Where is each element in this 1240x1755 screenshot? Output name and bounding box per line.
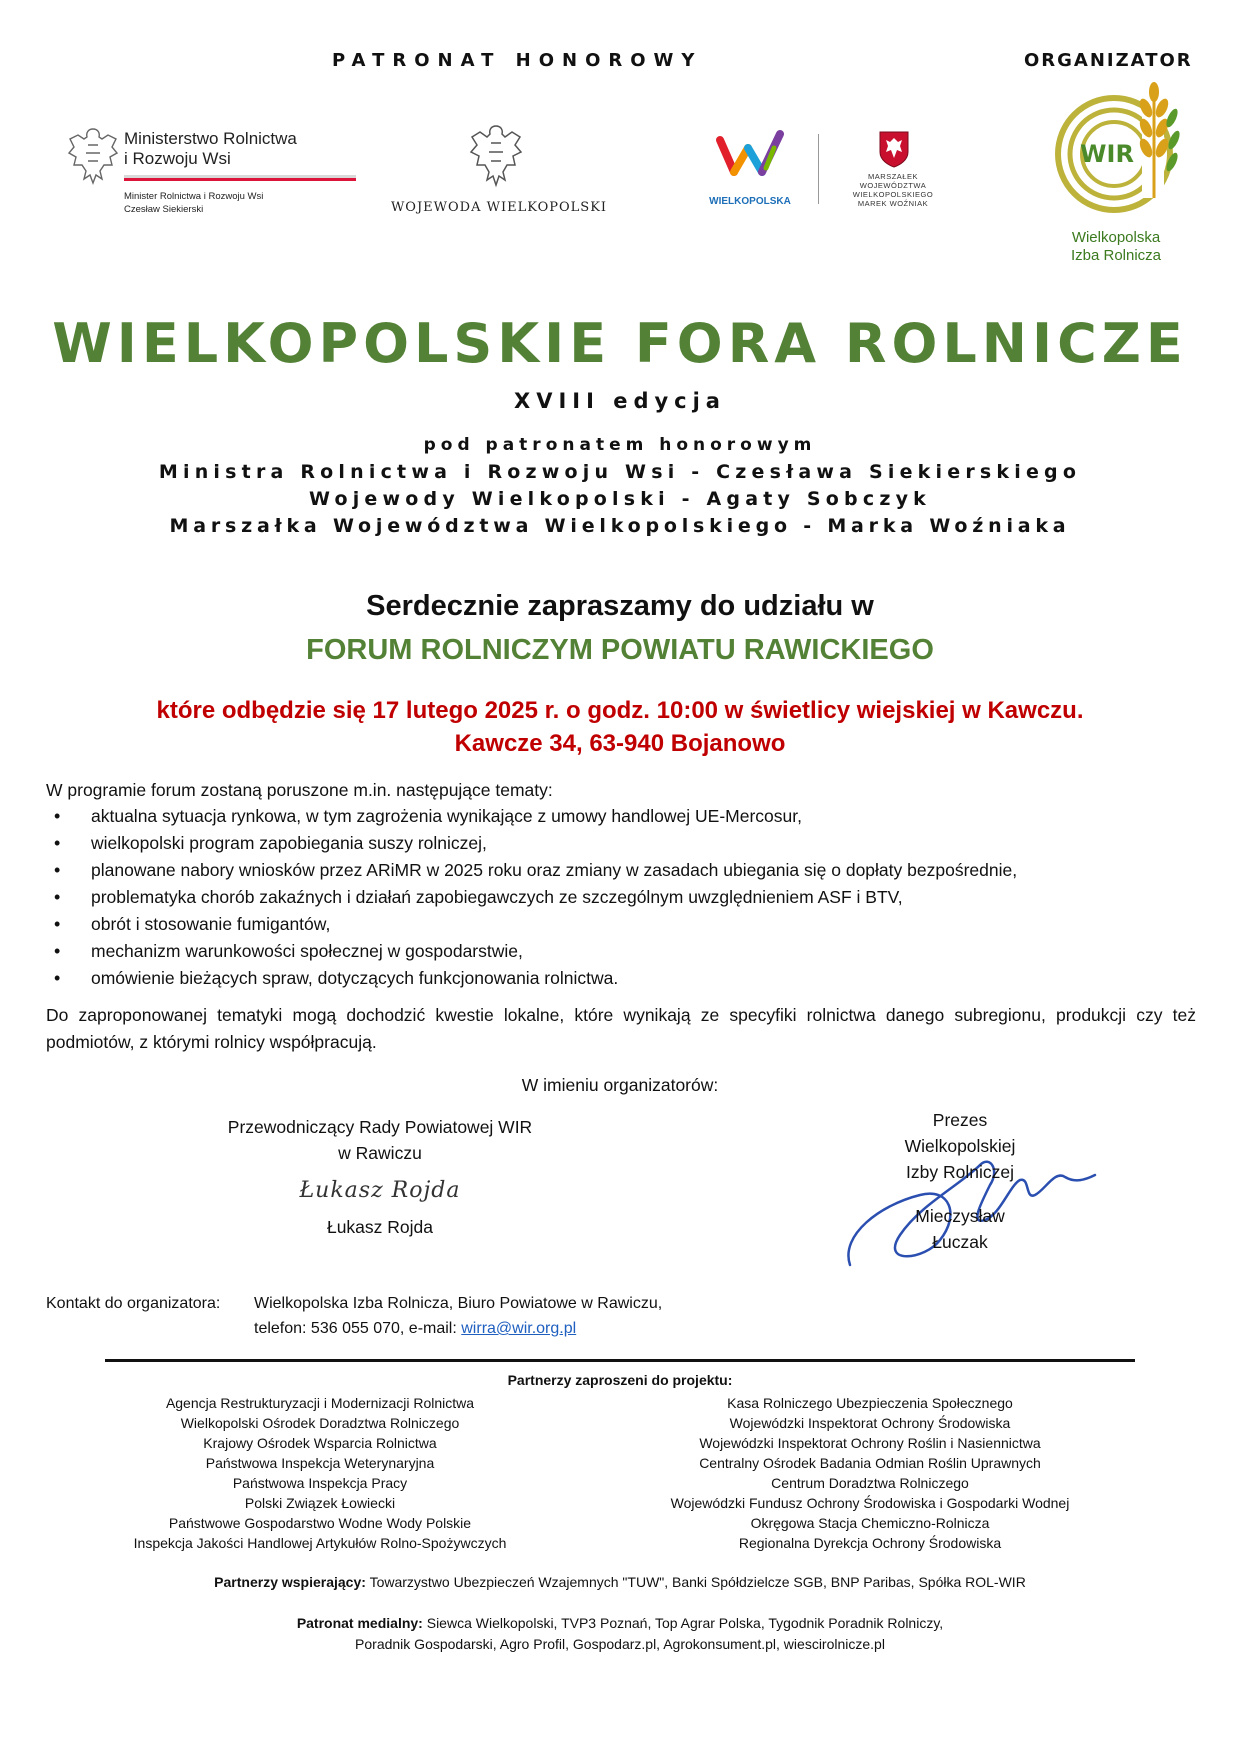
partners-heading: Partnerzy zaproszeni do projektu:: [507, 1372, 733, 1388]
list-item: Kasa Rolniczego Ubezpieczenia Społecznego: [727, 1395, 1013, 1411]
media-patronage: [0, 1613, 1240, 1655]
list-item: Centralny Ośrodek Badania Odmian Roślin Uprawnych: [699, 1455, 1041, 1471]
section-divider: [105, 1359, 1135, 1362]
left-name: Łukasz Rojda: [326, 1217, 434, 1237]
list-item: Agencja Restrukturyzacji i Modernizacji Rolnictwa: [165, 1395, 475, 1411]
patronage-intro: pod patronatem honorowym: [423, 435, 817, 455]
left-title-line2: w Rawiczu: [338, 1143, 422, 1163]
contact-phone: telefon: 536 055 070, e-mail:: [254, 1320, 462, 1337]
media-label: Patronat medialny:: [296, 1615, 423, 1631]
eagle-emblem-icon: [466, 122, 526, 190]
supporting-partners: [0, 1574, 1240, 1590]
edition: XVIII edycja: [514, 389, 726, 413]
right-name-line1: Mieczysław: [915, 1206, 1005, 1226]
list-item: • omówienie bieżących spraw, dotyczących funkcjonowania rolnictwa.: [46, 965, 1196, 992]
list-item: Centrum Doradztwa Rolniczego: [771, 1475, 969, 1491]
media-line2: Poradnik Gospodarski, Agro Profil, Gospodarz.pl, Agrokonsument.pl, wiescirolnicze.pl: [355, 1636, 885, 1652]
forum-name: FORUM ROLNICZYM POWIATU RAWICKIEGO: [306, 634, 934, 666]
organizator-header: ORGANIZATOR: [1024, 50, 1193, 71]
list-item: • obrót i stosowanie fumigantów,: [46, 911, 1196, 938]
media-line1: Siewca Wielkopolski, TVP3 Poznań, Top Agrar Polska, Tygodnik Poradnik Rolniczy,: [426, 1615, 944, 1631]
list-item: Polski Związek Łowiecki: [244, 1495, 396, 1511]
ministry-name-line2: i Rozwoju Wsi: [124, 149, 231, 168]
wielkopolska-logo: [700, 128, 800, 208]
supporting-list: Towarzystwo Ubezpieczeń Wzajemnych "TUW", Banki Spółdzielcze SGB, BNP Paribas, Spółka ROL-WIR: [369, 1574, 1026, 1590]
list-item: Wojewódzki Inspektorat Ochrony Roślin i Nasiennictwa: [699, 1435, 1041, 1451]
list-item: Wielkopolski Ośrodek Doradztwa Rolniczego: [180, 1415, 460, 1431]
marshal-line4: MAREK WOŹNIAK: [857, 199, 929, 208]
contact-email-link[interactable]: wirra@wir.org.pl: [461, 1320, 577, 1337]
marshal-line2: WOJEWÓDZTWA: [859, 181, 927, 190]
patronat-header: PATRONAT HONOROWY: [332, 50, 703, 71]
patronage-line2: Wojewody Wielkopolski - Agaty Sobczyk: [308, 488, 931, 510]
signature-right: [860, 1107, 1060, 1255]
logo-divider: [818, 134, 819, 204]
marshal-line1: MARSZAŁEK: [868, 172, 918, 181]
right-title-line2: Wielkopolskiej: [904, 1136, 1016, 1156]
supporting-label: Partnerzy wspierający:: [214, 1574, 366, 1590]
ministry-name-line1: Ministerstwo Rolnictwa: [124, 129, 297, 148]
marshal-line3: WIELKOPOLSKIEGO: [852, 190, 934, 199]
contact-label: Kontakt do organizatora:: [46, 1295, 221, 1312]
partners-right-list: [630, 1393, 1110, 1553]
right-title-line3: Izby Rolniczej: [906, 1162, 1014, 1182]
patronage-line3: Marszałka Województwa Wielkopolskiego - Marka Woźniaka: [169, 515, 1071, 537]
page-title: WIELKOPOLSKIE FORA ROLNICZE: [52, 312, 1188, 375]
signatures-intro: W imieniu organizatorów:: [521, 1075, 719, 1095]
list-item: Wojewódzki Inspektorat Ochrony Środowiska: [729, 1415, 1011, 1431]
contact-line2: [254, 1320, 576, 1338]
signature-left: [180, 1114, 580, 1166]
eagle-emblem-icon: [64, 125, 122, 187]
patronage-line1: Ministra Rolnictwa i Rozwoju Wsi - Czesława Siekierskiego: [158, 461, 1082, 483]
voivode-logo: [384, 122, 614, 222]
list-item: Krajowy Ośrodek Wsparcia Rolnictwa: [203, 1435, 437, 1451]
event-address: Kawcze 34, 63-940 Bojanowo: [454, 730, 786, 757]
list-item: • aktualna sytuacja rynkowa, w tym zagrożenia wynikające z umowy handlowej UE-Mercosur,: [46, 803, 1196, 830]
list-item: Okręgowa Stacja Chemiczno-Rolnicza: [750, 1515, 990, 1531]
wir-name-line2: Izba Rolnicza: [1070, 247, 1162, 264]
coat-of-arms-icon: [878, 130, 910, 168]
wielkopolska-name: WIELKOPOLSKA: [709, 196, 791, 207]
wir-abbr: WIR: [1080, 140, 1134, 168]
list-item: Wojewódzki Fundusz Ochrony Środowiska i Gospodarki Wodnej: [670, 1495, 1070, 1511]
ministry-sub-line2: Czesław Siekierski: [124, 204, 204, 215]
right-name-line2: Łuczak: [932, 1232, 988, 1252]
wir-name-line1: Wielkopolska: [1071, 229, 1161, 246]
list-item: Inspekcja Jakości Handlowej Artykułów Rolno-Spożywczych: [133, 1535, 507, 1551]
right-title-line1: Prezes: [932, 1110, 988, 1130]
list-item: Regionalna Dyrekcja Ochrony Środowiska: [738, 1535, 1002, 1551]
partners-left-list: [90, 1393, 550, 1553]
topics-list: [46, 803, 1196, 992]
handwritten-signature-left: Łukasz Rojda: [299, 1178, 461, 1203]
list-item: • mechanizm warunkowości społecznej w gospodarstwie,: [46, 938, 1196, 965]
voivode-name: WOJEWODA WIELKOPOLSKI: [390, 200, 608, 215]
marshal-logo: [838, 130, 948, 210]
wielkopolska-w-icon: [712, 128, 792, 184]
left-title-line1: Przewodniczący Rady Powiatowej WIR: [227, 1117, 533, 1137]
contact-line1: Wielkopolska Izba Rolnicza, Biuro Powiatowe w Rawiczu,: [254, 1295, 663, 1312]
invite-line: Serdecznie zapraszamy do udziału w: [366, 590, 874, 622]
list-item: • problematyka chorób zakaźnych i działań zapobiegawczych ze szczególnym uwzględnieniem ASF i BTV,: [46, 884, 1196, 911]
wir-logo: [1046, 78, 1196, 268]
list-item: • wielkopolski program zapobiegania suszy rolniczej,: [46, 830, 1196, 857]
program-intro: W programie forum zostaną poruszone m.in. następujące tematy:: [46, 780, 553, 800]
list-item: Państwowa Inspekcja Weterynaryjna: [205, 1455, 435, 1471]
list-item: Państwowa Inspekcja Pracy: [232, 1475, 408, 1491]
list-item: Państwowe Gospodarstwo Wodne Wody Polskie: [168, 1515, 472, 1531]
ministry-logo: [64, 125, 304, 225]
event-date-location: które odbędzie się 17 lutego 2025 r. o godz. 10:00 w świetlicy wiejskiej w Kawczu.: [156, 697, 1084, 724]
list-item: • planowane nabory wniosków przez ARiMR w 2025 roku oraz zmiany w zasadach ubiegania się o dopłaty bezpośrednie,: [46, 857, 1196, 884]
program-note: Do zaproponowanej tematyki mogą dochodzić kwestie lokalne, które wynikają ze specyfiki rolnictwa danego subregionu, produkcji czy też podmiotów, z którymi rolnicy współpracują.: [46, 1005, 1196, 1052]
flag-stripe-red: [124, 178, 356, 181]
ministry-sub-line1: Minister Rolnictwa i Rozwoju Wsi: [124, 191, 264, 202]
